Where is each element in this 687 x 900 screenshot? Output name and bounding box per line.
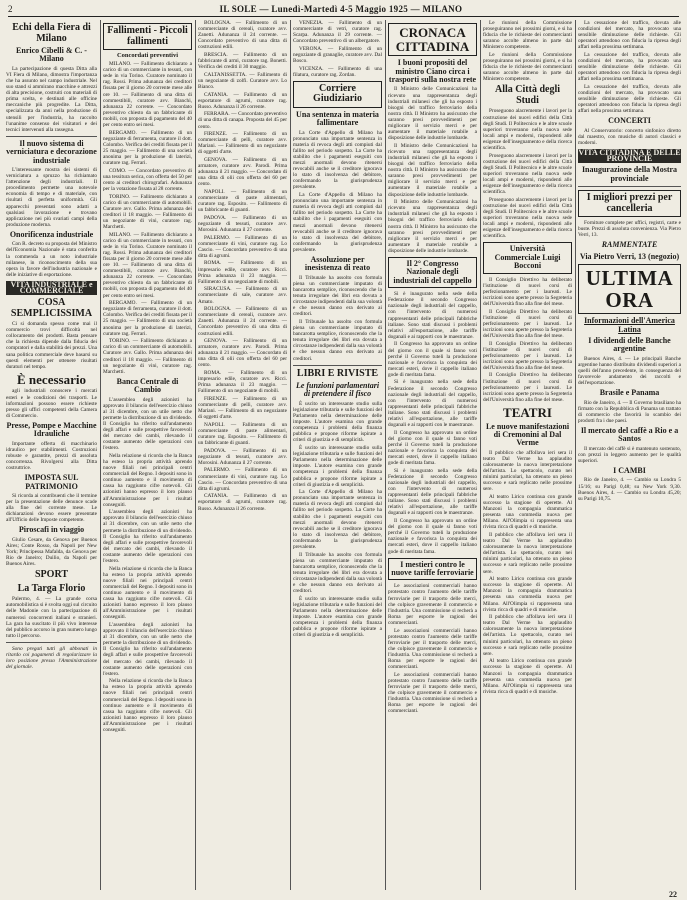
page-number: 2 [8, 4, 13, 14]
subheadline: Il mercato del caffè a Rio e a Santos [580, 426, 679, 444]
article-text: Le riunioni della Commissione proseguiranno nei prossimi giorni, e si ha fiducia che le richieste dei commercianti saranno accolte almeno in parte dal Ministero competente. [483, 20, 572, 51]
article-text: BERGAMO. — Fallimento di un negoziante di ferramenta, curatore il dott. Colombo. Verifica dei crediti fissata per il 25 maggio. — Fallimento di una società anonima per la produzione di laterizi, curatore rag. Ferrari. [103, 300, 192, 337]
article-text: Si è inaugurato nella sede della Federazione il secondo Congresso nazionale degli industriali del cappello, con l'intervento di numerosi rappresentanti delle principali fabbriche italiane. Sono stati discussi i problemi relativi all'esportazione, alle tariffe doganali e ai rapporti con le maestranze. [388, 379, 477, 429]
article-text: Nella relazione si ricorda che la Banca ha esteso la propria attività aprendo nuove filiali nei principali centri commerciali del Regno. I depositi sono in continuo aumento e il movimento di cassa ha raggiunto cifre notevoli. Gli azionisti hanno espresso il loro plauso all'Amministrazione per i risultati conseguiti. [103, 678, 192, 734]
headline: Università Commerciale Luigi Bocconi [483, 242, 572, 273]
headline: Il nuovo sistema di verniciatura e decorazione industriale [6, 138, 97, 165]
article-text: Le associazioni commerciali hanno protestato contro l'aumento delle tariffe ferroviarie per il trasporto delle merci, che colpisce gravemente il commercio e l'industria. Una commissione si recherà a Roma per esporre le ragioni dei commercianti. [388, 627, 477, 671]
article-text: La Corte d'Appello di Milano ha pronunciato una importante sentenza in materia di revoca degli atti compiuti dal fallito nel periodo sospetto. La Corte ha stabilito che i pagamenti eseguiti con mezzi anormali devono ritenersi revocabili anche se il creditore ignorava lo stato di insolvenza del debitore, confermando la giurisprudenza prevalente. [293, 192, 382, 253]
article-text: Si è inaugurato nella sede della Federazione il secondo Congresso nazionale degli industriali del cappello, con l'intervento di numerosi rappresentanti delle principali fabbriche italiane. Sono stati discussi i problemi relativi all'esportazione, alle tariffe doganali e ai rapporti con le maestranze. [388, 467, 477, 517]
article-text: Il Congresso ha approvato un ordine del giorno con il quale si fanno voti perché il Governo tuteli la produzione nazionale e favorisca la conquista dei mercati esteri, dove il cappello italiano gode di meritata fama. [388, 429, 477, 467]
article-text: SIRACUSA. — Fallimento di un commerciante di sale, curatore avv. Amato. [198, 286, 287, 305]
article-text: CALTANISSETTA. — Fallimento di un negoziante di zolfi. Curatore avv. Lo Bianco. [198, 71, 287, 90]
article-text: Palermo, 4. — La grande corsa automobilistica si è svolta oggi sul circuito delle Madonie con la partecipazione di numerosi concorrenti italiani e stranieri. La gara ha suscitato il più vivo interesse del pubblico accorso in gran numero lungo tutto il percorso. [6, 596, 97, 639]
headline: Il 2° Congresso Nazionale degli industriali del cappello [388, 257, 477, 288]
column-2 [103, 20, 192, 890]
article-text: Il Ministro delle Comunicazioni ha ricevuto una rappresentanza degli industriali milanesi che gli ha esposto i bisogni del traffico ferroviario della nostra città. Il Ministro ha assicurato che saranno presi provvedimenti per migliorare il servizio merci e per aumentare il materiale rotabile a disposizione delle industrie lombarde. [388, 86, 477, 142]
headline: I migliori prezzi per cancelleria [578, 190, 681, 217]
article-text: L'assemblea degli azionisti ha approvato il bilancio dell'esercizio chiuso al 31 dicembre, con un utile netto che permette la distribuzione di un dividendo. Il Consiglio ha riferito sull'andamento degli affari e sulle prospettive favorevoli del mercato dei cambi, rilevando il costante aumento delle operazioni con l'estero. [103, 396, 192, 452]
subheadline: Via Pietro Verri, 13 (negozio) [579, 251, 680, 261]
article-text: Proseguono alacremente i lavori per la costruzione dei nuovi edifici della Città degli Studi. Il Politecnico e le altre scuole superiori troveranno nella nuova sede locali ampi e moderni, rispondenti alle esigenze dell'insegnamento e della ricerca scientifica. [483, 196, 572, 240]
article-text: Giulio Cesare, da Genova per Buenos Aires; Conte Rosso, da Napoli per New York; Principessa Mafalda, da Genova per Rio de Janeiro; Duilio, da Napoli per Buenos Aires. [6, 536, 97, 568]
notice-text: Sono pregati tutti gli abbonati in ritardo coi pagamenti di regolarizzare la loro posizione presso l'Amministrazione del giornale. [6, 645, 97, 671]
article-text: agli industriali conoscere i mercati esteri e le condizioni dei trasporti. Le informazioni possono essere richieste presso gli uffici competenti della Camera di Commercio. [6, 388, 97, 419]
section-band: VITA INDUSTRIALE e COMMERCIALE [6, 281, 97, 295]
article-text: La cessazione del traffico, dovuta alle condizioni del mercato, ha provocato una sensibile diminuzione delle richieste. Gli operatori attendono con fiducia la ripresa degli affari nella prossima settimana. [578, 83, 681, 115]
article-text: È uscito un interessante studio sulla legislazione tributaria e sulle funzioni del Parlamento nella determinazione delle imposte. L'autore esamina con grande competenza i problemi della finanza pubblica e propone riforme ispirate a criteri di giustizia e di semplicità. [293, 595, 382, 639]
article-text: Il mercato del caffè si è mantenuto sostenuto, con prezzi in leggero aumento per le qualità superiori. [578, 445, 681, 464]
article-text: La cessazione del traffico, dovuta alle condizioni del mercato, ha provocato una sensibile diminuzione delle richieste. Gli operatori attendono con fiducia la ripresa degli affari nella prossima settimana. [578, 51, 681, 83]
article-text: Buenos Aires, 4. — Le principali Banche argentine hanno distribuito dividendi superiori a quelli dell'anno precedente, in conseguenza del favorevole andamento dei raccolti e dell'esportazione. [578, 355, 681, 387]
column-5 [388, 20, 477, 890]
article-text: PALERMO. — Fallimento di un commerciante di vini, curatore rag. Lo Cascio. — Concordato preventivo di una ditta di agrumi. [198, 467, 287, 492]
headline: CONCERTI [608, 116, 651, 126]
headline: Fallimenti - Piccoli fallimenti [103, 23, 192, 50]
article-text: BOLOGNA. — Fallimento di un commerciante di cereali, curatore avv. Zanetti. Adunanza il 24 corrente. — Concordato preventivo di una ditta di costruzioni edili. [198, 306, 287, 337]
page-number-bottom: 22 [669, 890, 677, 899]
article-text: Proseguono alacremente i lavori per la costruzione dei nuovi edifici della Città degli Studi. Il Politecnico e le altre scuole superiori troveranno nella nuova sede locali ampi e moderni, rispondenti alle esigenze dell'insegnamento e della ricerca scientifica. [483, 152, 572, 196]
article-text: Rio de Janeiro, 4. — Il Governo brasiliano ha firmato con la Repubblica di Panama un trattato di commercio che favorirà lo scambio dei prodotti fra i due paesi. [578, 399, 681, 424]
masthead-line: IL SOLE — Lunedì-Martedì 4-5 Maggio 1925 — MILANO [219, 4, 463, 14]
headline: Inaugurazione della Mostra provinciale [581, 165, 678, 183]
article-text: PALERMO. — Fallimento di un commerciante di vini, curatore rag. Lo Cascio. — Concordato preventivo di una ditta di agrumi. [198, 234, 287, 259]
page-header [8, 2, 679, 17]
article-text: Il Congresso ha approvato un ordine del giorno con il quale si fanno voti perché il Governo tuteli la produzione nazionale e favorisca la conquista dei mercati esteri, dove il cappello italiano gode di meritata fama. [388, 518, 477, 555]
article-text: Il Ministro delle Comunicazioni ha ricevuto una rappresentanza degli industriali milanesi che gli ha esposto i bisogni del traffico ferroviario della nostra città. Il Ministro ha assicurato che saranno presi provvedimenti per migliorare il servizio merci e per aumentare il materiale rotabile a disposizione delle industrie lombarde. [388, 199, 477, 254]
section-band: VITA CITTADINA E DELLE PROVINCIE [578, 148, 681, 164]
article-text: BOLOGNA. — Fallimento di un commerciante di cereali, curatore avv. Zanetti. Adunanza il 24 corrente. — Concordato preventivo di una ditta di costruzioni edili. [198, 20, 287, 51]
article-text: Proseguono alacremente i lavori per la costruzione dei nuovi edifici della Città degli Studi. Il Politecnico e le altre scuole superiori troveranno nella nuova sede locali ampi e moderni, rispondenti alle esigenze dell'insegnamento e della ricerca scientifica. [483, 108, 572, 151]
subheadline: Brasile e Panama [599, 388, 660, 398]
subheadline: Enrico Cibelli & C. - Milano [16, 46, 87, 64]
headline: RAMMENTATE [601, 240, 658, 250]
article-text: GENOVA. — Fallimento di un armatore, curatore avv. Parodi. Prima adunanza il 21 maggio. — Concordato di una ditta di olii con offerta del 60 per cento. [198, 338, 287, 369]
article-text: È uscito un interessante studio sulla legislazione tributaria e sulle funzioni del Parlamento nella determinazione delle imposte. L'autore esamina con grande competenza i problemi della finanza pubblica e propone riforme ispirate a criteri di giustizia e di semplicità. [293, 445, 382, 488]
headline: Alla Città degli Studi [495, 84, 560, 106]
article-text: Il Ministro delle Comunicazioni ha ricevuto una rappresentanza degli industriali milanesi che gli ha esposto i bisogni del traffico ferroviario della nostra città. Il Ministro ha assicurato che saranno presi provvedimenti per migliorare il servizio merci e per aumentare il materiale rotabile a disposizione delle industrie lombarde. [388, 142, 477, 198]
article-text: Il Tribunale ha assolto con formula piena un commerciante imputato di bancarotta semplice, riconoscendo che la tenuta irregolare dei libri era dovuta a circostanze indipendenti dalla sua volontà e che nessun danno era derivato ai creditori. [293, 318, 382, 362]
headline: TEATRI [503, 404, 552, 420]
article-text: VENEZIA. — Fallimento di un commerciante di vetri, curatore rag. Scarpa. Adunanza il 29 corrente. — Concordato preventivo di un albergatore. [293, 20, 382, 45]
subheadline: Le nuove manifestazioni di Cremonini al Dal Verme [485, 421, 570, 448]
article-text: La Corte d'Appello di Milano ha pronunciato una importante sentenza in materia di revoca degli atti compiuti dal fallito nel periodo sospetto. La Corte ha stabilito che i pagamenti eseguiti con mezzi anormali devono ritenersi revocabili anche se il creditore ignorava lo stato di insolvenza del debitore, confermando la giurisprudenza prevalente. [293, 129, 382, 191]
column-7 [578, 20, 681, 890]
article-text: Le associazioni commerciali hanno protestato contro l'aumento delle tariffe ferroviarie per il trasporto delle merci, che colpisce gravemente il commercio e l'industria. Una commissione si recherà a Roma per esporre le ragioni dei commercianti. [388, 583, 477, 626]
headline: Piroscafi in viaggio [18, 525, 85, 535]
article-text: TORINO. — Fallimento dichiarato a carico di un commerciante di automobili. Curatore avv. Gallo. Prima adunanza dei creditori il 18 maggio. — Fallimento di un negoziante di vini, curatore rag. Marchetti. [103, 338, 192, 375]
article-text: GENOVA. — Fallimento di un armatore, curatore avv. Parodi. Prima adunanza il 21 maggio. — Concordato di una ditta di olii con offerta del 60 per cento. [198, 156, 287, 188]
article-text: Il Consiglio Direttivo ha deliberato l'istituzione di nuovi corsi di perfezionamento per i laureati. Le iscrizioni sono aperte presso la Segreteria dell'Università fino alla fine del mese. [483, 308, 572, 339]
article-text: ROMA. — Fallimento di un impresario edile, curatore avv. Ricci. Prima adunanza il 23 maggio. — Fallimento di un negoziante di mobili. [198, 260, 287, 285]
article-text: Al teatro Lirico continua con grande successo la stagione di operette. Al Manzoni la compagnia drammatica presenta una commedia nuova per Milano. All'Olimpia si rappresenta una rivista ricca di quadri e di musiche. [483, 493, 572, 531]
article-text: Importante offerta di macchinario idraulico per stabilimenti. Costruzioni robuste e garantite, prezzi di assoluta concorrenza. Rivolgersi alla Ditta costruttrice. [6, 440, 97, 472]
article-text: FIRENZE. — Fallimento di un commerciante di pelli, curatore avv. Mariani. — Fallimento di un negoziante di oggetti d'arte. [198, 131, 287, 156]
article-text: Forniture complete per uffici, registri, carte e buste. Prezzi di assoluta convenienza. Via Pietro Verri, 13. [578, 220, 681, 239]
ultima-ora-title: ULTIMA ORA [578, 264, 681, 314]
headline: Onorificenza industriale [9, 229, 94, 239]
article-text: L'interessante mostra dei sistemi di verniciatura a spruzzo ha richiamato l'attenzione degli industriali. Il procedimento permette una notevole economia di tempo e di materiale, con risultati di perfetta uniformità. Gli apparecchi presentati sono adatti a qualsiasi lavorazione e trovano applicazione nei più svariati campi della produzione moderna. [6, 166, 97, 228]
article-text: La Corte d'Appello di Milano ha pronunciato una importante sentenza in materia di revoca degli atti compiuti dal fallito nel periodo sospetto. La Corte ha stabilito che i pagamenti eseguiti con mezzi anormali devono ritenersi revocabili anche se il creditore ignorava lo stato di insolvenza del debitore, confermando la giurisprudenza prevalente. [293, 489, 382, 551]
article-text: NAPOLI. — Fallimento di un commerciante di paste alimentari, curatore rag. Esposito. — Fallimento di un fabbricante di guanti. [198, 188, 287, 214]
article-text: Le associazioni commerciali hanno protestato contro l'aumento delle tariffe ferroviarie per il trasporto delle merci, che colpisce gravemente il commercio e l'industria. Una commissione si recherà a Roma per esporre le ragioni dei commercianti. [388, 671, 477, 715]
headline: È necessario [17, 371, 86, 387]
headline: LIBRI E RIVISTE [296, 367, 379, 379]
article-text: VERONA. — Fallimento di un negoziante di granaglie, curatore avv. Dal Bosco. [293, 45, 382, 65]
article-text: Il Consiglio Direttivo ha deliberato l'istituzione di nuovi corsi di perfezionamento per i laureati. Le iscrizioni sono aperte presso la Segreteria dell'Università fino alla fine del mese. [483, 276, 572, 307]
article-text: È uscito un interessante studio sulla legislazione tributaria e sulle funzioni del Parlamento nella determinazione delle imposte. L'autore esamina con grande competenza i problemi della finanza pubblica e propone riforme ispirate a criteri di giustizia e di semplicità. [293, 400, 382, 444]
article-text: PADOVA. — Fallimento di un negoziante di tessuti, curatore avv. Morosini. Adunanza il 27 corrente. [198, 214, 287, 233]
article-text: Al Conservatorio: concerto sinfonico diretto dal maestro, con musiche di autori classici e moderni. [578, 127, 681, 146]
article-text: L'assemblea degli azionisti ha approvato il bilancio dell'esercizio chiuso al 31 dicembre, con un utile netto che permette la distribuzione di un dividendo. Il Consiglio ha riferito sull'andamento degli affari e sulle prospettive favorevoli del mercato dei cambi, rilevando il costante aumento delle operazioni con l'estero. [103, 509, 192, 564]
headline: Corriere Giudiziario [293, 81, 382, 108]
article-text: Rio de Janeiro, 4. — Cambio su Londra 5 15/16; su Parigi 0,48; su New York 9,30. Buenos Aires, 4. — Cambio su Londra 45,20; su Parigi 10,75. [578, 477, 681, 502]
column-1 [6, 20, 97, 890]
headline: COSA SEMPLICISSIMA [10, 297, 93, 319]
headline: La Targa Florio [17, 582, 86, 594]
article-text: Il Tribunale ha assolto con formula piena un commerciante imputato di bancarotta semplice, riconoscendo che la tenuta irregolare dei libri era dovuta a circostanze indipendenti dalla sua volontà e che nessun danno era derivato ai creditori. [293, 551, 382, 595]
subheadline: I CAMBI [613, 466, 646, 476]
article-text: Si è inaugurato nella sede della Federazione il secondo Congresso nazionale degli industriali del cappello, con l'intervento di numerosi rappresentanti delle principali fabbriche italiane. Sono stati discussi i problemi relativi all'esportazione, alle tariffe doganali e ai rapporti con le maestranze. [388, 291, 477, 340]
headline: Echi della Fiera di Milano [12, 22, 91, 44]
headline: IMPOSTA SUL PATRIMONIO [24, 473, 79, 491]
headline: Informazioni dell'America Latina [584, 316, 675, 334]
article-text: Nella relazione si ricorda che la Banca ha esteso la propria attività aprendo nuove filiali nei principali centri commerciali del Regno. I depositi sono in continuo aumento e il movimento di cassa ha raggiunto cifre notevoli. Gli azionisti hanno espresso il loro plauso all'Amministrazione per i risultati conseguiti. [103, 452, 192, 508]
article-text: La cessazione del traffico, dovuta alle condizioni del mercato, ha provocato una sensibile diminuzione delle richieste. Gli operatori attendono con fiducia la ripresa degli affari nella prossima settimana. [578, 20, 681, 51]
headline: Una sentenza in materia fallimentare [296, 109, 379, 128]
article-text: COMO. — Concordato preventivo di una tessitura serica, con offerta del 50 per cento ai creditori chirografari. Adunanza per la votazione fissata al 28 corrente. [103, 167, 192, 192]
article-text: NAPOLI. — Fallimento di un commerciante di paste alimentari, curatore rag. Esposito. — Fallimento di un fabbricante di guanti. [198, 421, 287, 447]
column-6 [483, 20, 572, 890]
column-4 [293, 20, 382, 890]
subheadline: Concordati preventivi [116, 52, 179, 59]
article-text: L'assemblea degli azionisti ha approvato il bilancio dell'esercizio chiuso al 31 dicembre, con un utile netto che permette la distribuzione di un dividendo. Il Consiglio ha riferito sull'andamento degli affari e sulle prospettive favorevoli del mercato dei cambi, rilevando il costante aumento delle operazioni con l'estero. [103, 621, 192, 677]
article-text: Il Consiglio Direttivo ha deliberato l'istituzione di nuovi corsi di perfezionamento per i laureati. Le iscrizioni sono aperte presso la Segreteria dell'Università fino alla fine del mese. [483, 372, 572, 403]
article-text: Il Congresso ha approvato un ordine del giorno con il quale si fanno voti perché il Governo tuteli la produzione nazionale e favorisca la conquista dei mercati esteri, dove il cappello italiano gode di meritata fama. [388, 341, 477, 378]
article-text: ROMA. — Fallimento di un impresario edile, curatore avv. Ricci. Prima adunanza il 23 maggio. — Fallimento di un negoziante di mobili. [198, 370, 287, 395]
column-3 [198, 20, 287, 890]
article-text: Nella relazione si ricorda che la Banca ha esteso la propria attività aprendo nuove filiali nei principali centri commerciali del Regno. I depositi sono in continuo aumento e il movimento di cassa ha raggiunto cifre notevoli. Gli azionisti hanno espresso il loro plauso all'Amministrazione per i risultati conseguiti. [103, 565, 192, 621]
headline: Presse, Pompe e Macchine Idrauliche [6, 420, 97, 439]
article-text: TORINO. — Fallimento dichiarato a carico di un commerciante di automobili. Curatore avv. Gallo. Prima adunanza dei creditori il 18 maggio. — Fallimento di un negoziante di vini, curatore rag. Marchetti. [103, 193, 192, 231]
article-text: CATANIA. — Fallimento di un esportatore di agrumi, curatore rag. Russo. Adunanza il 26 corrente. [198, 91, 287, 110]
article-text: Si ricorda ai contribuenti che il termine per la presentazione delle denunce scade alla fine del corrente mese. Le dichiarazioni devono essere presentate all'Ufficio delle Imposte competente. [6, 492, 97, 524]
article-text: Il Consiglio Direttivo ha deliberato l'istituzione di nuovi corsi di perfezionamento per i laureati. Le iscrizioni sono aperte presso la Segreteria dell'Università fino alla fine del mese. [483, 340, 572, 371]
subheadline: Le funzioni parlamentari di pretendere il fisco [295, 381, 380, 399]
article-text: Al teatro Lirico continua con grande successo la stagione di operette. Al Manzoni la compagnia drammatica presenta una commedia nuova per Milano. All'Olimpia si rappresenta una rivista ricca di quadri e di musiche. [483, 576, 572, 613]
article-text: FIRENZE. — Fallimento di un commerciante di pelli, curatore avv. Mariani. — Fallimento di un negoziante di oggetti d'arte. [198, 395, 287, 421]
article-text: PADOVA. — Fallimento di un negoziante di tessuti, curatore avv. Morosini. Adunanza il 27 corrente. [198, 447, 287, 466]
article-text: Il Tribunale ha assolto con formula piena un commerciante imputato di bancarotta semplice, riconoscendo che la tenuta irregolare dei libri era dovuta a circostanze indipendenti dalla sua volontà e che nessun danno era derivato ai creditori. [293, 274, 382, 318]
article-text: VICENZA. — Fallimento di una filatura, curatore rag. Zordan. [293, 65, 382, 78]
article-text: Ci si domanda spesso come mai il commercio trovi difficoltà nel collocamento dei prodotti. Basta pensare che la richiesta dipende dalla fiducia dei compratori e dalla stabilità dei prezzi. Una sana politica commerciale deve basarsi su questi elementi per ottenere risultati duraturi nel tempo. [6, 321, 97, 370]
headline: Assoluzione per inesistenza di reato [304, 255, 371, 273]
columns [6, 20, 681, 890]
article-text: Il pubblico che affollava ieri sera il teatro Dal Verme ha applaudito calorosamente la nuova interpretazione dell'artista. Lo spettacolo, curato nei minimi particolari, ha ottenuto un pieno successo e sarà replicato nelle prossime sere. [483, 449, 572, 493]
article-text: BRESCIA. — Fallimento di un fabbricante di armi, curatore rag. Bonetti. Verifica dei crediti il 30 maggio. [198, 51, 287, 71]
article-text: Il pubblico che affollava ieri sera il teatro Dal Verme ha applaudito calorosamente la nuova interpretazione dell'artista. Lo spettacolo, curato nei minimi particolari, ha ottenuto un pieno successo e sarà replicato nelle prossime sere. [483, 531, 572, 575]
article-text: Con R. decreto su proposta del Ministro dell'Economia Nazionale è stata conferita la commenda a un noto industriale milanese, in riconoscimento della sua opera in favore dell'industria nazionale e delle iniziative di esportazione. [6, 241, 97, 278]
headline: I mestieri contro le nuove tariffe ferroviarie [388, 558, 477, 581]
article-text: BERGAMO. — Fallimento di un negoziante di ferramenta, curatore il dott. Colombo. Verifica dei crediti fissata per il 25 maggio. — Fallimento di una società anonima per la produzione di laterizi, curatore rag. Ferrari. [103, 129, 192, 167]
article-text: Il pubblico che affollava ieri sera il teatro Dal Verme ha applaudito calorosamente la nuova interpretazione dell'artista. Lo spettacolo, curato nei minimi particolari, ha ottenuto un pieno successo e sarà replicato nelle prossime sere. [483, 614, 572, 657]
headline: SPORT [35, 569, 68, 581]
article-text: FERRARA. — Concordato preventivo di una ditta di canapa. Proposta del 45 per cento. [198, 111, 287, 130]
section-title: CRONACA CITTADINA [388, 23, 477, 56]
article-text: La partecipazione di questa Ditta alla VI Fiera di Milano, dimostra l'importanza che ha assunto nel campo industriale. Nel suo stand si ammirano macchine e attrezzi di alta precisione, costruiti con materiali di prima scelta, e destinati alle officine meccaniche più progredite. La Ditta, specializzata da anni nella produzione di utensili per l'industria, ha raccolto l'unanime consenso dei visitatori e dei tecnici intervenuti alla rassegna. [6, 65, 97, 133]
subheadline: I dividendi delle Banche argentine [588, 335, 671, 354]
headline: I buoni propositi del ministro Ciano circa i trasporti sulla nostra rete [388, 58, 477, 85]
article-text: MILANO. — Fallimento dichiarato a carico di un commerciante in tessuti, con sede in via Torino. Curatore nominato il rag. Rossi. Prima adunanza dei creditori fissata per il giorno 20 corrente mese alle ore 10. — Fallimento di una ditta di commestibili, curatore avv. Bianchi, adunanza 22 corrente. — Concordato preventivo chiesto da un fabbricante di mobili, con proposta di pagamento del 40 per cento entro sei mesi. [103, 61, 192, 129]
article-text: Le riunioni della Commissione proseguiranno nei prossimi giorni, e si ha fiducia che le richieste dei commercianti saranno accolte almeno in parte dal Ministero competente. [483, 51, 572, 83]
article-text: Al teatro Lirico continua con grande successo la stagione di operette. Al Manzoni la compagnia drammatica presenta una commedia nuova per Milano. All'Olimpia si rappresenta una rivista ricca di quadri e di musiche. [483, 658, 572, 695]
headline: Banca Centrale di Cambio [116, 376, 179, 395]
article-text: CATANIA. — Fallimento di un esportatore di agrumi, curatore rag. Russo. Adunanza il 26 corrente. [198, 493, 287, 512]
article-text: MILANO. — Fallimento dichiarato a carico di un commerciante in tessuti, con sede in via Torino. Curatore nominato il rag. Rossi. Prima adunanza dei creditori fissata per il giorno 20 corrente mese alle ore 10. — Fallimento di una ditta di commestibili, curatore avv. Bianchi, adunanza 22 corrente. — Concordato preventivo chiesto da un fabbricante di mobili, con proposta di pagamento del 40 per cento entro sei mesi. [103, 231, 192, 299]
